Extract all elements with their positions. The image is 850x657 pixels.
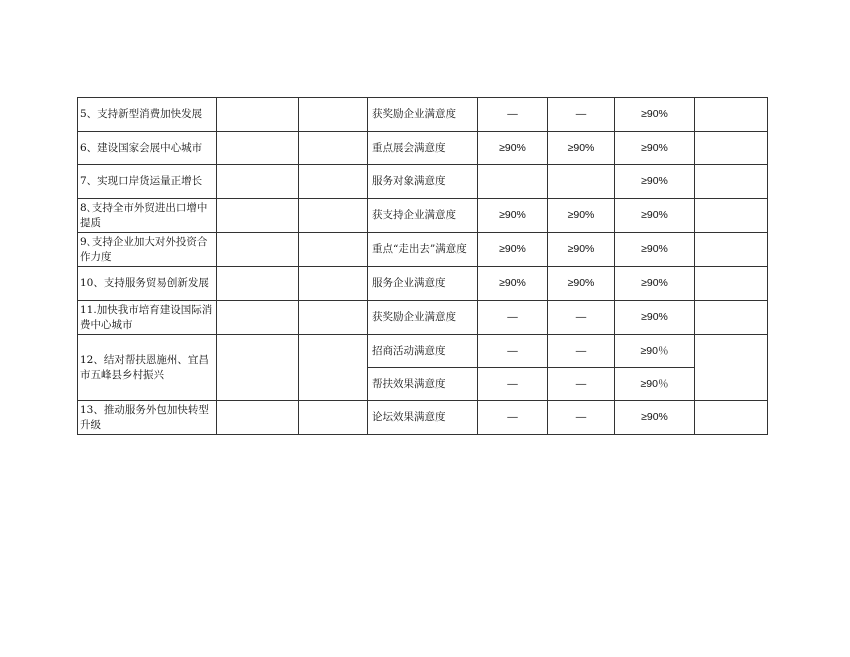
table-row — [78, 401, 768, 435]
value-cell: — — [478, 301, 548, 335]
performance-indicator-table — [77, 97, 768, 435]
blank-cell — [217, 335, 299, 401]
target-cell: ≥90% — [615, 401, 695, 435]
table-row — [78, 301, 768, 335]
indicator-cell: 论坛效果满意度 — [368, 401, 478, 435]
value-cell: ≥90% — [548, 233, 615, 267]
blank-cell — [217, 401, 299, 435]
blank-cell — [299, 233, 368, 267]
blank-cell — [695, 335, 768, 401]
value-cell: — — [478, 401, 548, 435]
item-cell: 9､支持企业加大对外投资合作力度 — [78, 233, 217, 267]
indicator-cell: 获奖励企业满意度 — [368, 98, 478, 132]
value-cell: — — [548, 368, 615, 401]
value-cell: ≥90% — [548, 199, 615, 233]
blank-cell — [695, 165, 768, 199]
indicator-cell: 获支持企业满意度 — [368, 199, 478, 233]
target-cell: ≥90% — [615, 301, 695, 335]
blank-cell — [217, 98, 299, 132]
value-cell: — — [478, 98, 548, 132]
value-cell: — — [478, 335, 548, 368]
blank-cell — [299, 267, 368, 301]
blank-cell — [299, 401, 368, 435]
target-cell: ≥90% — [615, 267, 695, 301]
target-cell: ≥90% — [615, 98, 695, 132]
item-cell: 11.加快我市培育建设国际消费中心城市 — [78, 301, 217, 335]
blank-cell — [695, 401, 768, 435]
blank-cell — [217, 267, 299, 301]
value-cell: — — [548, 401, 615, 435]
table-row — [78, 199, 768, 233]
indicator-cell: 获奖励企业满意度 — [368, 301, 478, 335]
value-cell: ≥90% — [478, 199, 548, 233]
blank-cell — [299, 132, 368, 165]
table-row — [78, 98, 768, 132]
blank-cell — [695, 199, 768, 233]
blank-cell — [299, 335, 368, 401]
blank-cell — [299, 301, 368, 335]
item-cell: 8､支持全市外贸进出口增中提质 — [78, 199, 217, 233]
item-cell: 5、支持新型消费加快发展 — [78, 98, 217, 132]
table-row — [78, 165, 768, 199]
value-cell: — — [478, 368, 548, 401]
blank-cell — [695, 267, 768, 301]
table-row — [78, 335, 768, 368]
blank-cell — [695, 98, 768, 132]
item-cell: 6、建设国家会展中心城市 — [78, 132, 217, 165]
item-cell: 12、结对帮扶恩施州、宜昌市五峰县乡村振兴 — [78, 335, 217, 401]
blank-cell — [695, 132, 768, 165]
value-cell: — — [548, 98, 615, 132]
blank-cell — [217, 199, 299, 233]
item-cell: 7、实现口岸货运量正增长 — [78, 165, 217, 199]
value-cell — [478, 165, 548, 199]
target-cell: ≥90% — [615, 165, 695, 199]
table-row — [78, 132, 768, 165]
indicator-cell: 招商活动满意度 — [368, 335, 478, 368]
value-cell: ≥90% — [548, 267, 615, 301]
table-row — [78, 233, 768, 267]
blank-cell — [695, 233, 768, 267]
value-cell: ≥90% — [478, 132, 548, 165]
target-cell: ≥90％ — [615, 368, 695, 401]
target-cell: ≥90% — [615, 199, 695, 233]
value-cell: — — [548, 301, 615, 335]
indicator-cell: 重点展会满意度 — [368, 132, 478, 165]
blank-cell — [299, 199, 368, 233]
value-cell — [548, 165, 615, 199]
indicator-cell: 服务企业满意度 — [368, 267, 478, 301]
blank-cell — [299, 165, 368, 199]
value-cell: — — [548, 335, 615, 368]
item-cell: 10、支持服务贸易创新发展 — [78, 267, 217, 301]
target-cell: ≥90% — [615, 233, 695, 267]
target-cell: ≥90% — [615, 132, 695, 165]
value-cell: ≥90% — [478, 267, 548, 301]
value-cell: ≥90% — [548, 132, 615, 165]
blank-cell — [217, 165, 299, 199]
blank-cell — [217, 301, 299, 335]
item-cell: 13、推动服务外包加快转型升级 — [78, 401, 217, 435]
indicator-cell: 重点“走出去”满意度 — [368, 233, 478, 267]
blank-cell — [217, 132, 299, 165]
value-cell: ≥90% — [478, 233, 548, 267]
blank-cell — [695, 301, 768, 335]
table-row — [78, 267, 768, 301]
blank-cell — [299, 98, 368, 132]
target-cell: ≥90％ — [615, 335, 695, 368]
indicator-cell: 服务对象满意度 — [368, 165, 478, 199]
blank-cell — [217, 233, 299, 267]
indicator-cell: 帮扶效果满意度 — [368, 368, 478, 401]
